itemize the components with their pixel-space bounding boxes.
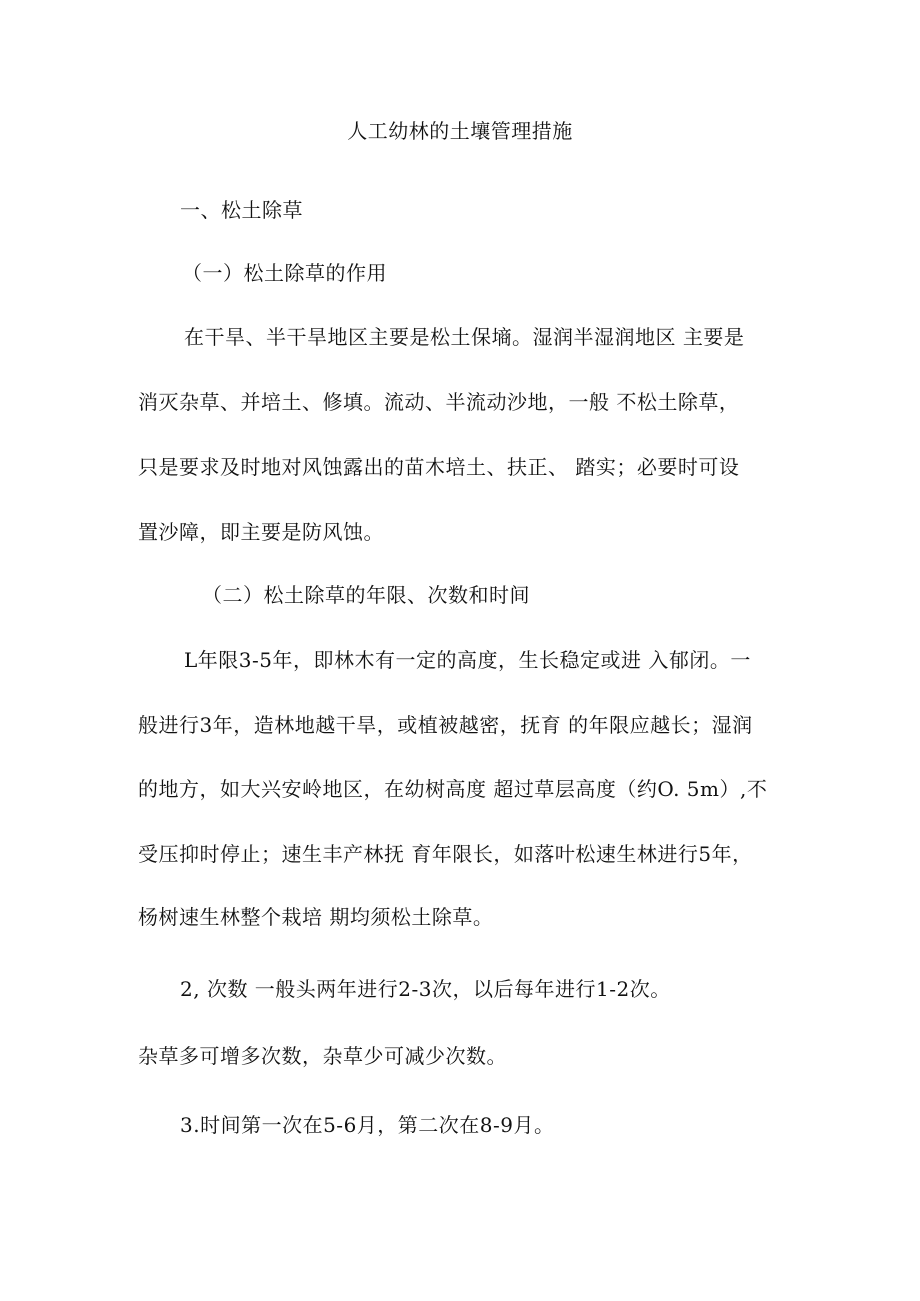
paragraph-1-line-4: 置沙障，即主要是防风蚀。	[138, 520, 384, 544]
paragraph-1-line-3: 只是要求及时地对风蚀露出的苗木培土、扶正、 踏实；必要时可设	[138, 455, 740, 479]
paragraph-3-line-1: 2, 次数 一般头两年进行2-3次，以后每年进行1-2次。	[180, 977, 671, 1001]
subsection-heading-2: （二）松土除草的年限、次数和时间	[202, 583, 530, 607]
section-heading-1: 一、松土除草	[180, 198, 303, 222]
paragraph-1-line-1: 在干旱、半干旱地区主要是松土保墒。湿润半湿润地区 主要是	[184, 325, 745, 349]
document-title: 人工幼林的土壤管理措施	[347, 119, 573, 143]
subsection-heading-1: （一）松土除草的作用	[182, 261, 387, 285]
paragraph-4: 3.时间第一次在5-6月，第二次在8-9月。	[180, 1113, 555, 1137]
paragraph-2-line-5: 杨树速生林整个栽培 期均须松土除草。	[138, 905, 494, 929]
paragraph-2-line-3: 的地方，如大兴安岭地区，在幼树高度 超过草层高度（约O. 5m）,不	[138, 777, 768, 801]
paragraph-2-line-1: L年限3-5年，即林木有一定的高度，生长稳定或进 入郁闭。一	[184, 648, 751, 672]
paragraph-1-line-2: 消灭杂草、并培土、修填。流动、半流动沙地，一般 不松土除草，	[138, 390, 740, 414]
paragraph-3-line-2: 杂草多可增多次数，杂草少可减少次数。	[138, 1044, 507, 1068]
paragraph-2-line-4: 受压抑时停止；速生丰产林抚 育年限长，如落叶松速生林进行5年，	[138, 842, 753, 866]
paragraph-2-line-2: 般进行3年，造林地越干旱，或植被越密，抚育 的年限应越长；湿润	[138, 713, 753, 737]
